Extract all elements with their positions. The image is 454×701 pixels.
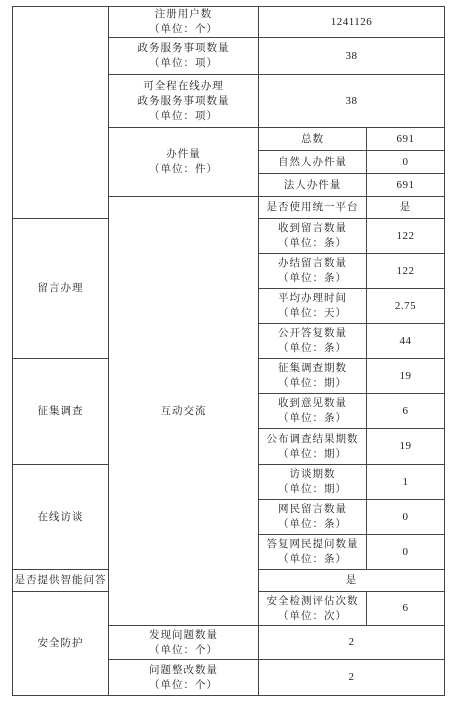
gov-service-items-unit: （单位：项） <box>149 57 218 69</box>
cases-legal-person-label: 法人办件量 <box>259 174 367 197</box>
issues-fixed-unit: （单位：个） <box>149 678 218 691</box>
survey-periods-label: 征集调查期数 <box>278 362 347 374</box>
interview-messages-label-cell <box>259 500 367 535</box>
section-cell-website-service <box>13 7 109 219</box>
messages-received-value: 122 <box>367 219 445 254</box>
messages-received-label: 收到留言数量 <box>278 222 347 234</box>
messages-received-label-cell <box>259 219 367 254</box>
security-checks-value: 6 <box>367 592 445 626</box>
messages-label: 留言办理 <box>13 219 109 359</box>
statistics-table <box>12 6 445 696</box>
survey-periods-value: 19 <box>367 359 445 394</box>
smart-qa-value: 是 <box>259 570 445 592</box>
gov-service-items-label-cell <box>109 38 259 75</box>
issues-found-label: 发现问题数量 <box>149 628 218 641</box>
interview-messages-unit: （单位：条） <box>278 518 347 530</box>
survey-results-label: 公布调查结果期数 <box>266 432 359 445</box>
messages-public-replies-value: 44 <box>367 324 445 359</box>
cases-natural-person-value: 0 <box>367 151 445 174</box>
messages-avg-time-label: 平均办理时间 <box>278 292 347 304</box>
survey-results-label-cell <box>259 429 367 465</box>
handled-cases-label-cell <box>109 128 259 197</box>
online-service-items-label-1: 可全程在线办理 <box>143 79 224 92</box>
security-checks-label: 安全检测评估次数 <box>266 594 359 607</box>
online-service-items-label-2: 政务服务事项数量 <box>137 94 230 107</box>
messages-public-replies-label: 公开答复数量 <box>278 327 347 339</box>
issues-found-unit: （单位：个） <box>149 643 218 656</box>
online-service-items-label-cell <box>109 75 259 128</box>
messages-concluded-unit: （单位：条） <box>278 272 347 284</box>
registered-users-unit: （单位：个） <box>149 23 218 35</box>
interview-periods-label: 访谈期数 <box>289 468 336 480</box>
issues-fixed-label-cell <box>109 660 259 696</box>
gov-service-items-value: 38 <box>259 38 445 75</box>
survey-results-value: 19 <box>367 429 445 465</box>
cases-legal-person-value: 691 <box>367 174 445 197</box>
interview-answers-label: 答复网民提问数量 <box>266 538 359 550</box>
registered-users-value: 1241126 <box>259 7 445 38</box>
unified-platform-value: 是 <box>367 197 445 219</box>
survey-opinions-label-cell <box>259 394 367 429</box>
interview-periods-value: 1 <box>367 465 445 500</box>
messages-concluded-label: 办结留言数量 <box>278 257 347 269</box>
messages-avg-time-label-cell <box>259 289 367 324</box>
online-service-items-unit: （单位：项） <box>149 109 218 122</box>
handled-cases-unit: （单位：件） <box>149 163 218 175</box>
messages-received-unit: （单位：条） <box>278 237 347 249</box>
issues-fixed-label: 问题整改数量 <box>149 663 218 676</box>
table-row <box>13 7 445 38</box>
interview-messages-value: 0 <box>367 500 445 535</box>
interview-messages-label: 网民留言数量 <box>278 503 347 515</box>
survey-label: 征集调查 <box>13 359 109 465</box>
messages-concluded-label-cell <box>259 254 367 289</box>
survey-opinions-unit: （单位：条） <box>278 412 347 424</box>
survey-results-unit: （单位：期） <box>278 447 347 460</box>
interview-periods-label-cell <box>259 465 367 500</box>
security-section-label: 安全防护 <box>13 592 109 696</box>
survey-opinions-label: 收到意见数量 <box>278 397 347 409</box>
interview-periods-unit: （单位：期） <box>278 483 347 495</box>
messages-avg-time-value: 2.75 <box>367 289 445 324</box>
registered-users-label-cell <box>109 7 259 38</box>
issues-found-value: 2 <box>259 626 445 660</box>
handled-cases-label: 办件量 <box>166 148 201 160</box>
online-service-items-value: 38 <box>259 75 445 128</box>
gov-service-items-label: 政务服务事项数量 <box>137 42 230 54</box>
survey-periods-unit: （单位：期） <box>278 377 347 389</box>
messages-avg-time-unit: （单位：天） <box>278 307 347 319</box>
survey-opinions-value: 6 <box>367 394 445 429</box>
messages-concluded-value: 122 <box>367 254 445 289</box>
issues-fixed-value: 2 <box>259 660 445 696</box>
cases-natural-person-label: 自然人办件量 <box>259 151 367 174</box>
survey-periods-label-cell <box>259 359 367 394</box>
security-checks-unit: （单位：次） <box>278 609 347 622</box>
interview-label: 在线访谈 <box>13 465 109 570</box>
unified-platform-label: 是否使用统一平台 <box>259 197 367 219</box>
interaction-section-label: 互动交流 <box>109 197 259 626</box>
registered-users-label: 注册用户数 <box>154 8 213 20</box>
interview-answers-label-cell <box>259 535 367 570</box>
interview-answers-value: 0 <box>367 535 445 570</box>
cases-total-value: 691 <box>367 128 445 151</box>
interview-answers-unit: （单位：条） <box>278 553 347 565</box>
smart-qa-label: 是否提供智能问答 <box>13 570 109 592</box>
cases-total-label: 总数 <box>259 128 367 151</box>
messages-public-replies-label-cell <box>259 324 367 359</box>
issues-found-label-cell <box>109 626 259 660</box>
messages-public-replies-unit: （单位：条） <box>278 342 347 354</box>
security-checks-label-cell <box>259 592 367 626</box>
